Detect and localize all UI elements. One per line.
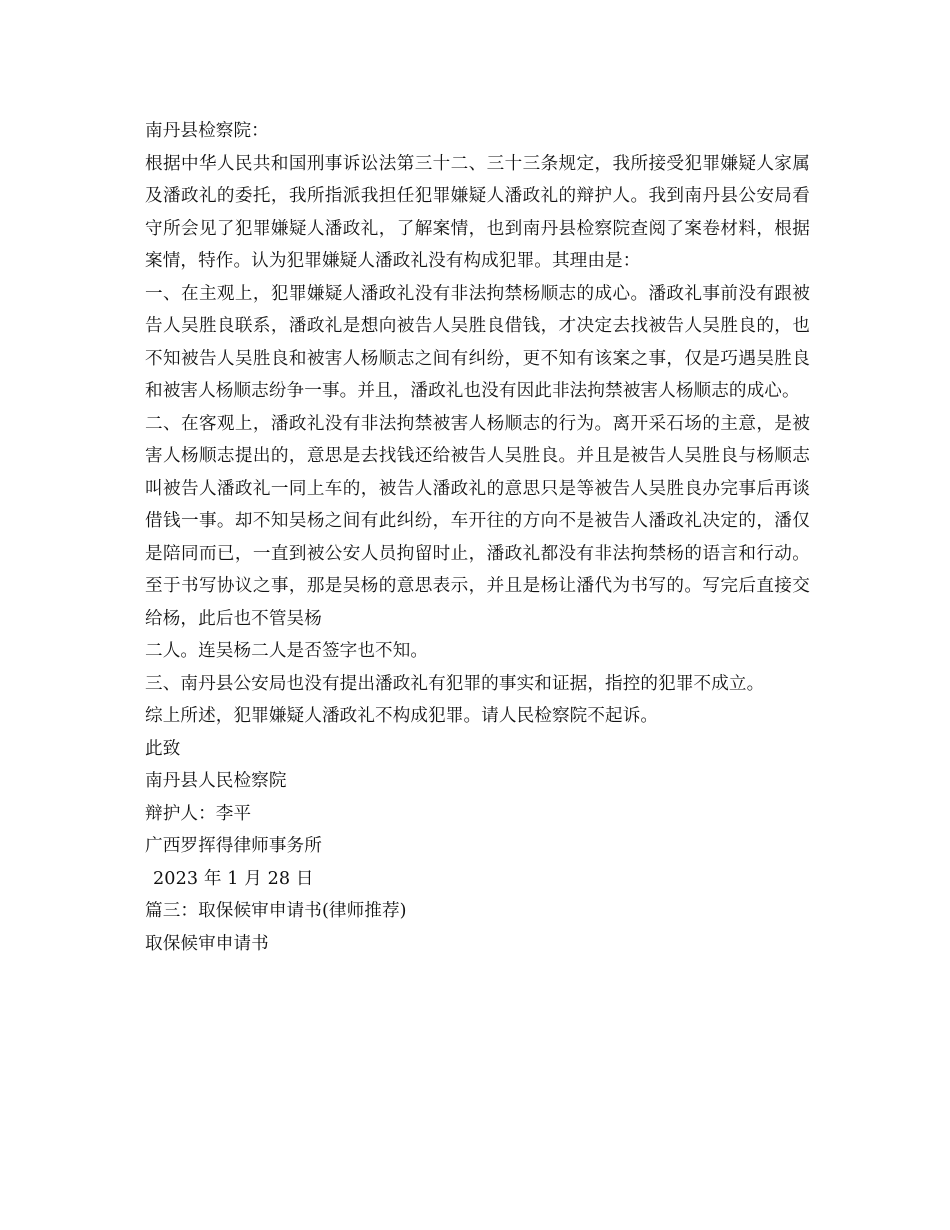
- next-section-title: 篇三：取保候审申请书(律师推荐): [145, 901, 407, 921]
- point-one-paragraph: 一、在主观上，犯罪嫌疑人潘政礼没有非法拘禁杨顺志的成心。潘政礼事前没有跟被告人吴胜良联系，潘政礼是想向被告人吴胜良借钱，才决定去找被告人吴胜良的，也不知被告人吴胜良和被害人杨顺志之间有纠纷，更不知有该案之事，仅是巧遇吴胜良和被害人杨顺志纷争一事。并且，潘政礼也没有因此非法拘禁被害人杨顺志的成心。: [145, 283, 810, 401]
- date-line: 2023 年 1 月 28 日: [153, 868, 314, 889]
- point-two-continuation: 二人。连吴杨二人是否签字也不知。: [145, 641, 429, 661]
- law-firm-line: 广西罗挥得律师事务所: [145, 836, 322, 856]
- salutation: 南丹县检察院：: [145, 121, 269, 141]
- intro-paragraph: 根据中华人民共和国刑事诉讼法第三十二、三十三条规定，我所接受犯罪嫌疑人家属及潘政礼的委托，我所指派我担任犯罪嫌疑人潘政礼的辩护人。我到南丹县公安局看守所会见了犯罪嫌疑人潘政礼，了解案情，也到南丹县检察院查阅了案卷材料，根据案情，特作。认为犯罪嫌疑人潘政礼没有构成犯罪。其理由是：: [145, 153, 810, 271]
- defender-line: 辩护人：李平: [145, 803, 252, 824]
- closing-phrase: 此致: [145, 738, 181, 759]
- point-three-paragraph: 三、南丹县公安局也没有提出潘政礼有犯罪的事实和证据，指控的犯罪不成立。: [145, 673, 765, 694]
- point-two-paragraph: 二、在客观上，潘政礼没有非法拘禁被害人杨顺志的行为。离开采石场的主意，是被害人杨顺志提出的，意思是去找钱还给被告人吴胜良。并且是被告人吴胜良与杨顺志叫被告人潘政礼一同上车的，被告人潘政礼的意思只是等被告人吴胜良办完事后再谈借钱一事。却不知吴杨之间有此纠纷，车开往的方向不是被告人潘政礼决定的，潘仅是陪同而已，一直到被公安人员拘留时止，潘政礼都没有非法拘禁杨的语言和行动。至于书写协议之事，那是吴杨的意思表示，并且是杨让潘代为书写的。写完后直接交给杨，此后也不管吴杨: [145, 413, 810, 629]
- next-document-title: 取保候审申请书: [145, 933, 269, 954]
- conclusion-paragraph: 综上所述，犯罪嫌疑人潘政礼不构成犯罪。请人民检察院不起诉。: [145, 706, 659, 726]
- document-body: [145, 115, 810, 960]
- recipient-line: 南丹县人民检察院: [145, 771, 287, 791]
